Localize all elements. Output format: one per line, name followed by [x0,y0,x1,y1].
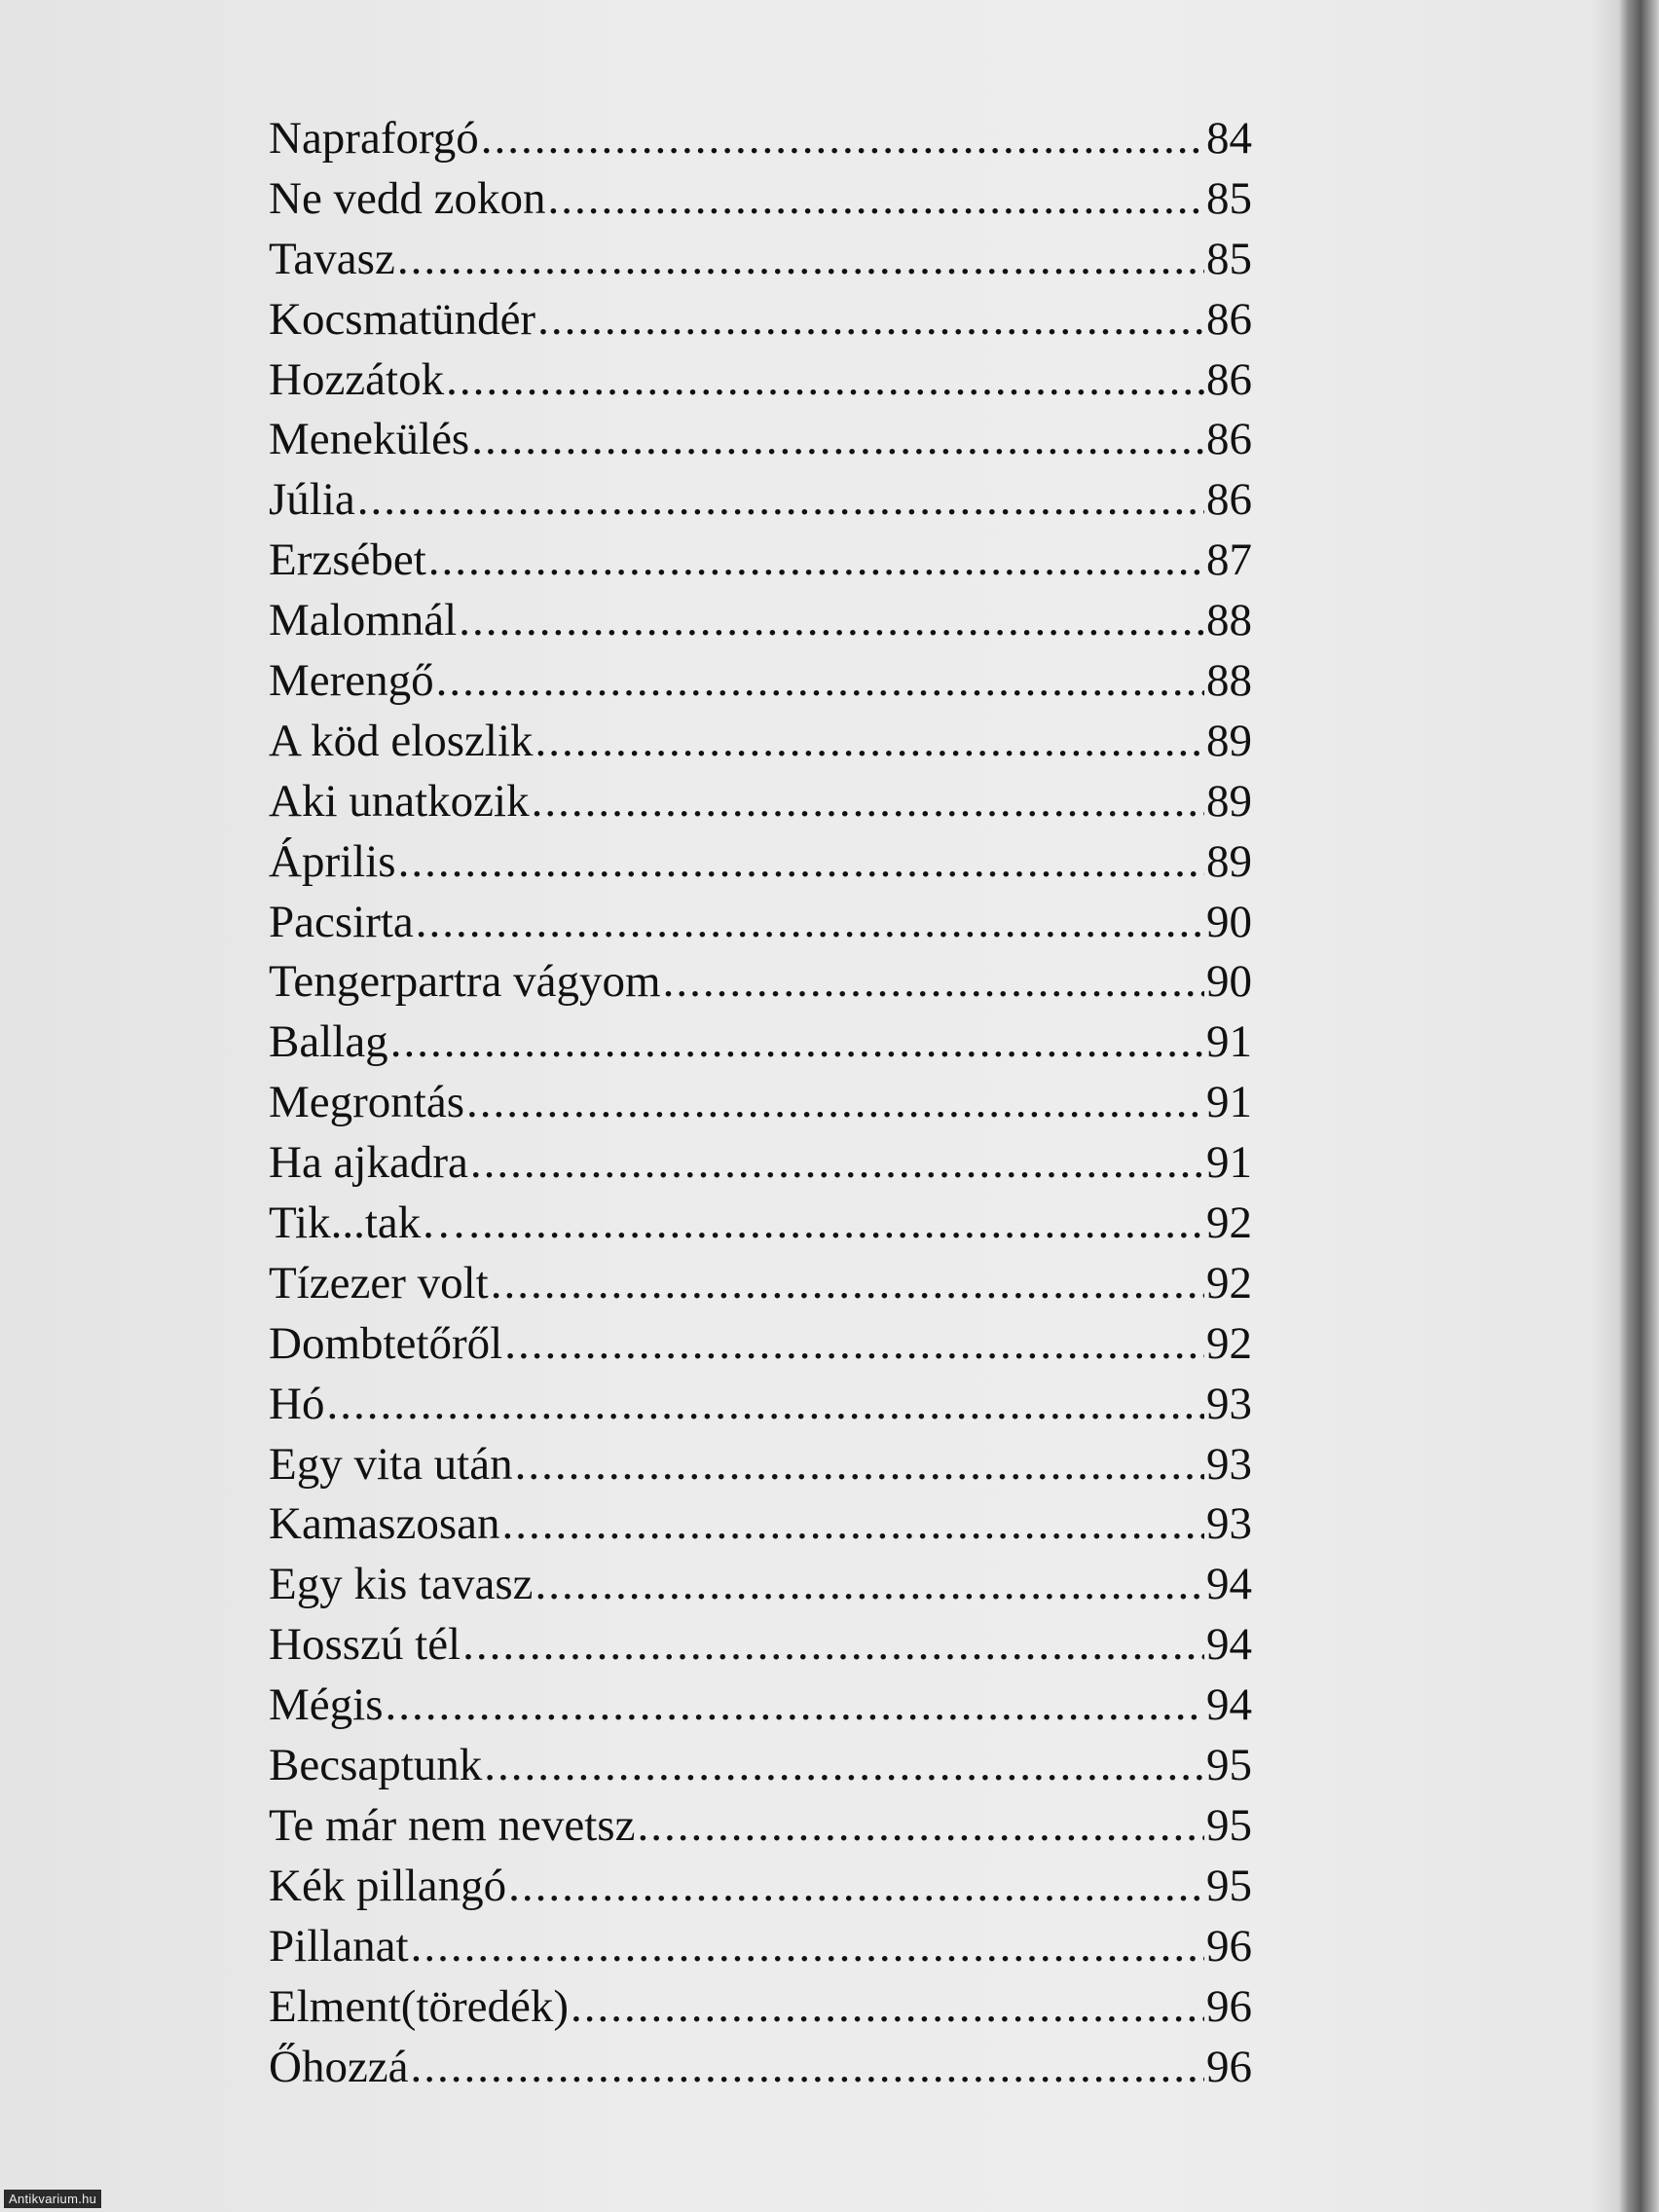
toc-entry-title: Elment(töredék) [269,1980,569,2032]
toc-entry [269,1435,1252,1495]
page-gutter-shadow [1591,0,1618,2212]
toc-entry [269,1314,1252,1375]
toc-entry [269,410,1252,470]
toc-entry [269,712,1252,772]
toc-dot-leader [326,1375,1204,1435]
toc-entry-title: Április [269,835,396,887]
toc-entry-page-number: 88 [1206,595,1252,646]
toc-entry-page-number: 94 [1206,1559,1252,1610]
toc-entry-page-number: 92 [1206,1257,1252,1309]
toc-entry-title: Tízezer volt [269,1257,489,1309]
toc-entry-title: Te már nem nevetsz [269,1799,636,1851]
toc-entry-page-number: 89 [1206,775,1252,827]
toc-entry-page-number: 96 [1206,2041,1252,2092]
toc-entry-page-number: 96 [1206,1980,1252,2032]
toc-entry-page-number: 85 [1206,172,1252,224]
toc-entry [269,1676,1252,1736]
toc-dot-leader [481,109,1204,169]
toc-entry [269,1615,1252,1676]
toc-entry-page-number: 95 [1206,1740,1252,1791]
book-edge [1618,0,1659,2212]
toc-dot-leader [446,350,1204,411]
toc-dot-leader [468,1194,1204,1254]
toc-entry-title: Mégis [269,1679,384,1731]
toc-entry-title: Becsaptunk [269,1740,483,1791]
toc-entry-page-number: 90 [1206,896,1252,947]
toc-entry [269,109,1252,169]
toc-entry-title: Napraforgó [269,113,479,164]
toc-dot-leader [470,1133,1204,1194]
toc-entry-title: Hozzátok [269,353,445,405]
toc-entry [269,591,1252,651]
toc-entry-title: Erzsébet [269,535,426,586]
toc-entry-page-number: 86 [1206,474,1252,526]
toc-entry-page-number: 94 [1206,1679,1252,1731]
toc-entry-page-number: 95 [1206,1799,1252,1851]
toc-entry-title: Malomnál [269,595,458,646]
toc-entry [269,1796,1252,1857]
toc-entry [269,952,1252,1013]
toc-entry-title: Egy kis tavasz [269,1559,534,1610]
toc-dot-leader [508,1857,1204,1917]
toc-dot-leader [491,1254,1204,1314]
toc-entry [269,1857,1252,1917]
toc-entry [269,1917,1252,1977]
toc-entry-title: Ballag [269,1016,388,1068]
toc-entry-page-number: 91 [1206,1077,1252,1128]
toc-entry [269,772,1252,832]
toc-entry-title: Ne vedd zokon [269,172,546,224]
toc-entry-page-number: 91 [1206,1137,1252,1189]
toc-dot-leader [535,712,1204,772]
toc-dot-leader [537,290,1204,350]
toc-entry-title: Júlia [269,474,355,526]
toc-dot-leader [459,591,1204,651]
toc-entry [269,1013,1252,1073]
toc-entry [269,832,1252,893]
toc-entry-title: Kocsmatündér [269,293,536,345]
toc-entry [269,350,1252,411]
toc-dot-leader [411,1917,1204,1977]
toc-dot-leader [663,952,1204,1013]
toc-entry [269,531,1252,591]
toc-entry [269,1977,1252,2038]
toc-dot-leader [471,410,1204,470]
toc-entry-page-number: 92 [1206,1317,1252,1369]
toc-entry-page-number: 93 [1206,1438,1252,1490]
toc-entry-page-number: 87 [1206,535,1252,586]
toc-entry-page-number: 96 [1206,1920,1252,1972]
watermark: Antikvarium.hu [4,2190,101,2208]
toc-entry-page-number: 90 [1206,956,1252,1008]
toc-dot-leader [504,1314,1204,1375]
toc-entry-title: Hosszú tél [269,1619,461,1671]
toc-entry [269,893,1252,953]
toc-entry-title: Kamaszosan [269,1498,500,1550]
toc-entry-page-number: 89 [1206,835,1252,887]
toc-entry-page-number: 85 [1206,233,1252,284]
toc-entry-page-number: 93 [1206,1378,1252,1429]
toc-entry-page-number: 86 [1206,414,1252,465]
toc-dot-leader [397,230,1204,290]
toc-dot-leader [428,531,1204,591]
toc-entry [269,230,1252,290]
toc-dot-leader [357,470,1204,531]
toc-entry-title: Kék pillangó [269,1860,507,1911]
toc-entry-title: Őhozzá [269,2041,409,2092]
toc-dot-leader [502,1494,1204,1555]
toc-entry-page-number: 84 [1206,113,1252,164]
toc-entry-title: Tavasz [269,233,395,284]
toc-entry [269,1375,1252,1435]
toc-dot-leader [398,832,1204,893]
toc-dot-leader [466,1073,1204,1133]
toc-entry [269,1133,1252,1194]
toc-entry-title: Merengő [269,655,434,707]
toc-dot-leader [637,1796,1204,1857]
toc-entry-title: Tengerpartra vágyom [269,956,661,1008]
toc-entry [269,1494,1252,1555]
toc-entry-page-number: 91 [1206,1016,1252,1068]
toc-entry-title: Pillanat [269,1920,409,1972]
toc-dot-leader [484,1736,1204,1796]
toc-entry-title: Dombtetőről [269,1317,503,1369]
toc-dot-leader [571,1977,1204,2038]
toc-dot-leader [386,1676,1205,1736]
toc-entry-page-number: 92 [1206,1198,1252,1249]
toc-entry [269,2038,1252,2098]
toc-entry [269,470,1252,531]
toc-entry-title: A köd eloszlik [269,715,534,766]
toc-entry [269,1194,1252,1254]
toc-dot-leader [416,893,1204,953]
toc-entry-title: Aki unatkozik [269,775,530,827]
toc-dot-leader [532,772,1204,832]
toc-entry-title: Menekülés [269,414,470,465]
toc-entry-title: Megrontás [269,1077,465,1128]
toc-entry-page-number: 86 [1206,293,1252,345]
toc-entry [269,651,1252,712]
toc-entry-page-number: 88 [1206,655,1252,707]
toc-entry-title: Ha ajkadra [269,1137,468,1189]
toc-entry [269,1073,1252,1133]
toc-entry [269,290,1252,350]
toc-entry-page-number: 86 [1206,353,1252,405]
toc-entry [269,169,1252,230]
table-of-contents [269,109,1252,2097]
toc-dot-leader [436,651,1204,712]
toc-entry [269,1254,1252,1314]
toc-dot-leader [462,1615,1204,1676]
toc-entry-page-number: 95 [1206,1860,1252,1911]
toc-entry-page-number: 94 [1206,1619,1252,1671]
toc-entry-title: Egy vita után [269,1438,513,1490]
toc-dot-leader [515,1435,1204,1495]
toc-entry-title: Hó [269,1378,325,1429]
toc-entry-page-number: 93 [1206,1498,1252,1550]
toc-entry [269,1736,1252,1796]
toc-dot-leader [411,2038,1204,2098]
toc-entry-title: Tik...tak… [269,1198,467,1249]
toc-dot-leader [548,169,1204,230]
toc-dot-leader [535,1555,1205,1615]
toc-entry-title: Pacsirta [269,896,414,947]
toc-entry [269,1555,1252,1615]
toc-dot-leader [390,1013,1204,1073]
toc-entry-page-number: 89 [1206,715,1252,766]
